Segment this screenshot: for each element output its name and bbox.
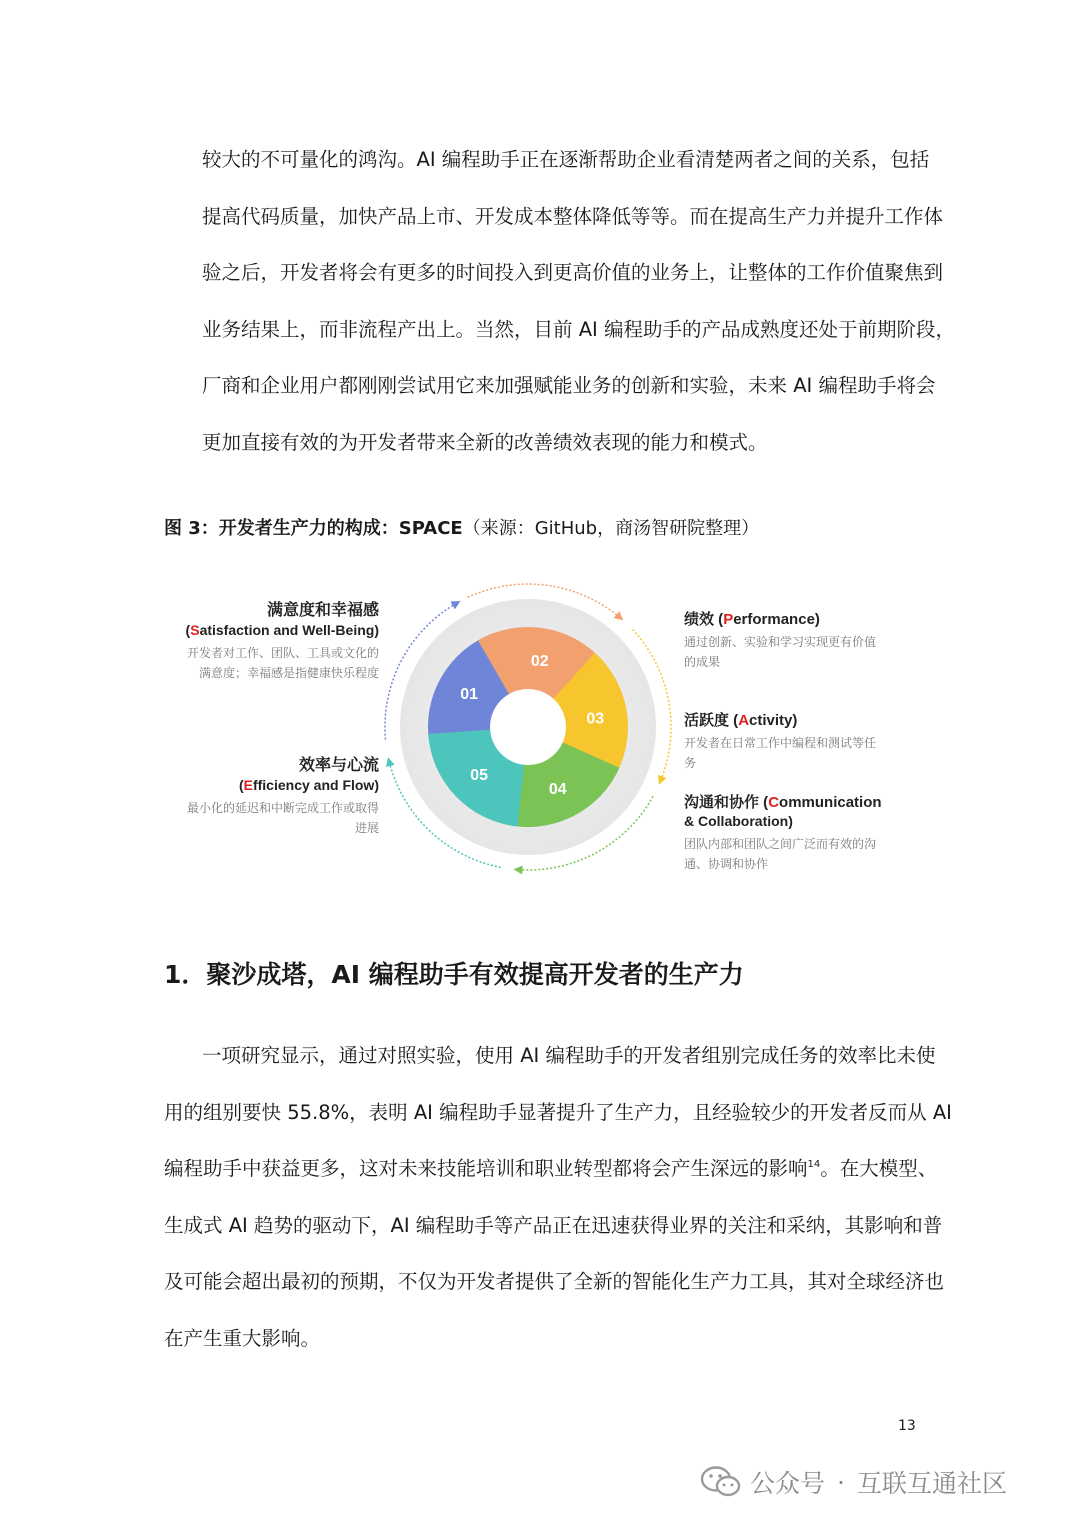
- petal-number-03: 03: [586, 710, 605, 728]
- text-line: 提高代码质量，加快产品上市、开发成本整体降低等等。而在提高生产力并提升工作体: [202, 204, 944, 228]
- item-performance: [684, 610, 876, 669]
- text-line: 在产生重大影响。: [164, 1326, 321, 1350]
- item-title-line: 绩效 (Performance): [684, 611, 820, 628]
- item-desc: 进展: [354, 821, 379, 835]
- footnote-marker: 14: [807, 1159, 821, 1171]
- petal-number-01: 01: [460, 686, 478, 703]
- petal-number-04: 04: [548, 781, 567, 799]
- text-line: [164, 1141, 938, 1198]
- item-desc: 最小化的延迟和中断完成工作或取得: [186, 801, 379, 815]
- figure-caption-label: 图 3：开发者生产力的构成：SPACE: [164, 518, 463, 539]
- item-desc: 务: [684, 756, 697, 770]
- figure-caption: [164, 514, 759, 540]
- text-line: 生成式 AI 趋势的驱动下，AI 编程助手等产品正在迅速获得业界的关注和采纳，其影响和普: [164, 1213, 943, 1237]
- item-title-line: 活跃度 (Activity): [684, 712, 798, 729]
- text-line: 厂商和企业用户都刚刚尝试用它来加强赋能业务的创新和实验，未来 AI 编程助手将会: [202, 374, 936, 398]
- petal-number-05: 05: [470, 767, 488, 785]
- figure-caption-source: （来源：GitHub，商汤智研院整理）: [462, 518, 760, 539]
- item-subtitle: (Satisfaction and Well-Being): [185, 622, 379, 638]
- watermark-separator: ·: [837, 1467, 845, 1497]
- item-desc: 的成果: [684, 655, 721, 669]
- text-line: 验之后，开发者将会有更多的时间投入到更高价值的业务上，让整体的工作价值聚焦到: [202, 261, 944, 285]
- text-line: 及可能会超出最初的预期，不仅为开发者提供了全新的智能化生产力工具，其对全球经济也: [164, 1270, 945, 1294]
- text-line: 更加直接有效的为开发者带来全新的改善绩效表现的能力和模式。: [202, 430, 768, 454]
- item-desc: 开发者对工作、团队、工具或文化的: [186, 646, 379, 660]
- text-line: 较大的不可量化的鸿沟。AI 编程助手正在逐渐帮助企业看清楚两者之间的关系，包括: [202, 148, 930, 171]
- item-activity: [684, 711, 876, 770]
- item-title: 满意度和幸福感: [266, 602, 379, 619]
- item-title-line2: & Collaboration): [684, 813, 793, 829]
- body-paragraph-1: [164, 132, 955, 472]
- item-communication: [684, 793, 882, 871]
- text-line: 用的组别要快 55.8%，表明 AI 编程助手显著提升了生产力，且经验较少的开发者反而从 AI: [164, 1100, 952, 1124]
- body-paragraph-2: [164, 1028, 952, 1368]
- item-desc: 通过创新、实验和学习实现更有价值: [684, 635, 877, 649]
- item-efficiency: [187, 755, 379, 835]
- item-desc: 满意度；幸福感是指健康快乐程度: [198, 666, 379, 680]
- text-line: 业务结果上，而非流程产出上。当然，目前 AI 编程助手的产品成熟度还处于前期阶段，: [202, 317, 955, 341]
- center-hub: [490, 689, 566, 765]
- petal-number-02: 02: [530, 653, 549, 670]
- page-number: 13: [898, 1418, 916, 1434]
- space-diagram: [0, 580, 1080, 880]
- item-satisfaction: [186, 600, 379, 680]
- watermark-account: 公众号: [750, 1469, 826, 1498]
- text-line-main: 编程助手中获益更多，这对未来技能培训和职业转型都将会产生深远的影响: [164, 1157, 808, 1181]
- text-line-tail: 。在大模型、: [820, 1157, 938, 1181]
- item-desc: 团队内部和团队之间广泛而有效的沟: [684, 837, 877, 851]
- watermark-name: 互联互通社区: [856, 1469, 1007, 1498]
- item-subtitle: (Efficiency and Flow): [238, 777, 379, 793]
- item-title: 效率与心流: [298, 757, 379, 774]
- wechat-icon: [700, 1464, 742, 1500]
- item-title-line: 沟通和协作 (Communication: [684, 794, 882, 811]
- text-line: 一项研究显示，通过对照实验，使用 AI 编程助手的开发者组别完成任务的效率比未使: [202, 1044, 936, 1067]
- watermark: [700, 1462, 1007, 1502]
- item-desc: 通、协调和协作: [684, 857, 769, 871]
- item-desc: 开发者在日常工作中编程和测试等任: [684, 736, 877, 750]
- section-heading: 1．聚沙成塔，AI 编程助手有效提高开发者的生产力: [164, 960, 744, 989]
